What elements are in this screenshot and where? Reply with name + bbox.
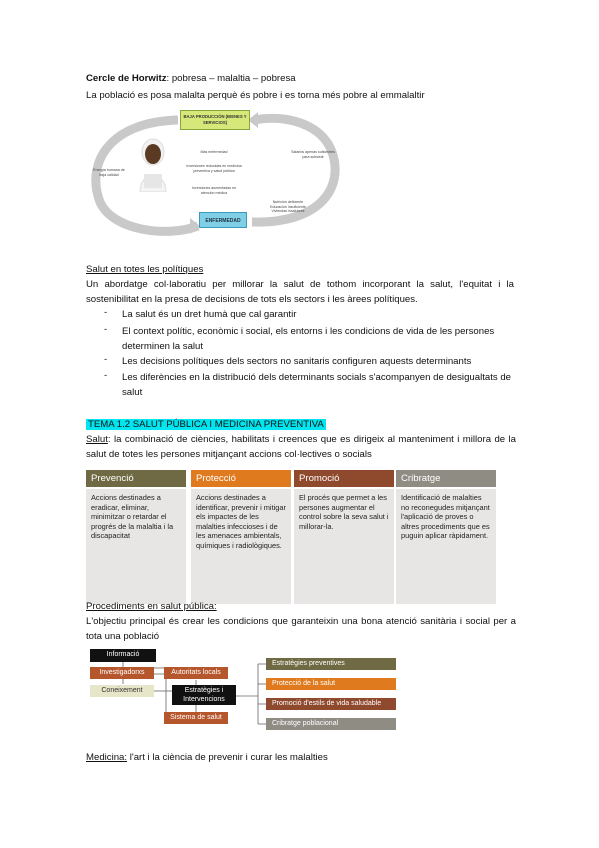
- horwitz-cycle-image: [86, 106, 348, 242]
- informacio-box: Informació: [90, 649, 156, 662]
- person-image: [132, 134, 174, 192]
- investigadors-box: Investigadorxs: [90, 667, 154, 679]
- bullet-item: Les decisions polítiques dels sectors no sanitaris configuren aquests determinants: [122, 356, 472, 367]
- bullet-item: Les diferències en la distribució dels determinants socials s'acompanyen de desigualtats de salut: [122, 372, 512, 398]
- bullet-mark: -: [104, 324, 108, 335]
- bullet-item: La salut és un dret humà que cal garantir: [122, 309, 297, 320]
- column-header: Prevenció: [86, 470, 186, 487]
- cycle-label: Salarios apenas suficientes para subsistir: [291, 150, 335, 159]
- salut-definition: [86, 432, 516, 462]
- sistema-box: Sistema de salut: [164, 712, 228, 724]
- procediments-paragraph: L'objectiu principal és crear les condicions que garanteixin una bona atenció sanitària i social per a tota una població: [86, 616, 516, 642]
- medicina-def-text: l'art i la ciència de prevenir i curar les malalties: [127, 752, 328, 763]
- column-header: Cribratge: [396, 470, 496, 487]
- salut-totes-heading: Salut en totes les polítiques: [86, 264, 204, 275]
- cycle-label: Más enfermedad: [200, 150, 228, 154]
- column-body: Identificació de malalties no reconegudes mitjançant l'aplicació de proves o altres procediments que es puguin aplicar ràpidament.: [396, 489, 496, 604]
- output-box: Promoció d'estils de vida saludable: [266, 698, 396, 710]
- bullet-mark: -: [104, 354, 108, 365]
- horwitz-title-rest: : pobresa – malaltia – pobresa: [166, 73, 296, 84]
- horwitz-title-bold: Cercle de Horwitz: [86, 73, 167, 84]
- output-box: Cribratge poblacional: [266, 718, 396, 730]
- medicina-label: Medicina:: [86, 752, 128, 763]
- medicina-definition: [86, 750, 328, 765]
- bullet-item: El context polític, econòmic i social, els entorns i les condicions de vida de les persones determinen la salut: [122, 326, 495, 352]
- horwitz-line: La població es posa malalta perquè és pobre i es torna més pobre al emmalaltir: [86, 90, 425, 101]
- column-body: El procés que permet a les persones augmentar el control sobre la seva salut i millorar-la.: [294, 489, 394, 604]
- column-body: Accions destinades a eradicar, eliminar, minimitzar o retardar el progrés de la malaltia i la discapacitat: [86, 489, 186, 604]
- cycle-top-box: BAJA PRODUCCIÓN (BIENES Y SERVICIOS): [180, 110, 250, 130]
- output-box: Protecció de la salut: [266, 678, 396, 690]
- output-box: Estratègies preventives: [266, 658, 396, 670]
- cycle-bottom-box: ENFERMEDAD: [199, 212, 247, 228]
- tema-heading: [86, 417, 326, 432]
- cycle-label: Nutrición deficiente Educación insuficiente Viviendas insalubres: [270, 200, 306, 214]
- tema-heading-highlight: TEMA 1.2 SALUT PÚBLICA I MEDICINA PREVENTIVA: [88, 419, 324, 430]
- column-header: Protecció: [191, 470, 291, 487]
- salut-totes-paragraph: Un abordatge col·laboratiu per millorar la salut de tothom incorporant la salut, l'equitat i la sostenibilitat en la presa de decisions de tots els sectors i les àrees polítiques.: [86, 279, 514, 305]
- column-prevencio: [86, 470, 186, 604]
- estrategies-box: Estratègies i Intervencions: [172, 685, 236, 705]
- procediments-diagram: [86, 646, 416, 732]
- column-proteccio: [191, 470, 291, 604]
- bullet-mark: -: [104, 307, 108, 318]
- column-body: Accions destinades a identificar, prevenir i mitigar els impactes de les malalties infeccioses i de les amenaces ambientals, químiques i radiològiques.: [191, 489, 291, 604]
- cycle-label: Energía humana de baja calidad: [93, 168, 125, 177]
- coneixement-box: Coneixement: [90, 685, 154, 697]
- column-cribratge: [396, 470, 496, 604]
- column-promocio: [294, 470, 394, 604]
- cycle-label: Inversiones aumentadas en atención médica: [191, 186, 237, 195]
- horwitz-title: [86, 71, 296, 86]
- autoritats-box: Autoritats locals: [164, 667, 228, 679]
- salut-label: Salut: [86, 434, 108, 445]
- bullet-mark: -: [104, 370, 108, 381]
- procediments-heading: Procediments en salut pública:: [86, 601, 217, 612]
- cycle-label: Inversiones reducidas en medicina preventiva y salud pública: [186, 164, 242, 173]
- salut-def-text: : la combinació de ciències, habilitats i creences que es dirigeix al manteniment i millora de la salut de totes les persones mitjançant accions col·lectives o socials: [86, 434, 516, 460]
- column-header: Promoció: [294, 470, 394, 487]
